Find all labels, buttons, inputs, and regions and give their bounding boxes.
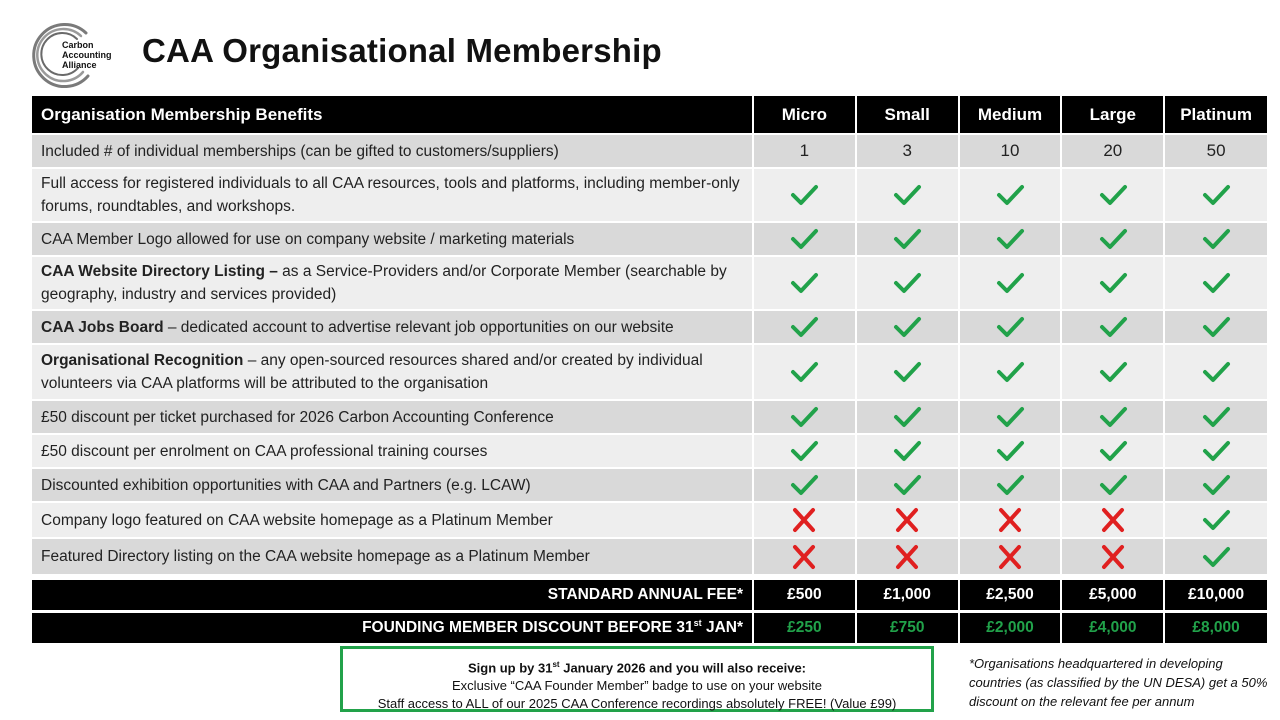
- membership-count-value: 20: [1103, 141, 1123, 160]
- benefit-row: [32, 222, 1267, 256]
- check-icon: [856, 256, 959, 310]
- benefit-label: [32, 168, 753, 222]
- founding-fee-platinum: £8,000: [1164, 613, 1267, 643]
- benefit-label: [32, 310, 753, 344]
- membership-count-value: 50: [1206, 141, 1226, 160]
- founding-fee-row: [32, 613, 1267, 643]
- standard-fee-micro: £500: [753, 580, 856, 610]
- check-icon: [1061, 310, 1164, 344]
- check-icon: [1164, 168, 1267, 222]
- benefit-rows: [32, 134, 1267, 574]
- standard-fee-medium: £2,500: [959, 580, 1062, 610]
- check-icon: [856, 434, 959, 468]
- benefit-label-text: as a Service-Providers and/or Corporate Member (searchable by geography, industry and services provided): [41, 263, 727, 303]
- check-icon: [1164, 256, 1267, 310]
- benefit-row: [32, 400, 1267, 434]
- membership-count-small: [856, 134, 959, 168]
- benefit-label-text: – any open-sourced resources shared and/or created by individual volunteers via CAA platforms will be attributed to the organisation: [41, 352, 703, 392]
- membership-count-platinum: [1164, 134, 1267, 168]
- check-icon: [959, 344, 1062, 400]
- logo-line-3: Alliance: [62, 60, 97, 70]
- benefit-label-text: Featured Directory listing on the CAA website homepage as a Platinum Member: [41, 548, 590, 565]
- cross-icon: [1061, 502, 1164, 538]
- benefit-label: [32, 256, 753, 310]
- standard-fee-row: [32, 580, 1267, 610]
- check-icon: [1061, 434, 1164, 468]
- check-icon: [1061, 468, 1164, 502]
- benefit-row: [32, 134, 1267, 168]
- check-icon: [1164, 310, 1267, 344]
- check-icon: [856, 400, 959, 434]
- caa-logo: [28, 20, 116, 88]
- check-icon: [1061, 344, 1164, 400]
- header-benefits: Organisation Membership Benefits: [32, 96, 753, 134]
- cross-icon: [1061, 538, 1164, 574]
- check-icon: [959, 168, 1062, 222]
- benefit-label-text: Discounted exhibition opportunities with CAA and Partners (e.g. LCAW): [41, 476, 531, 494]
- founding-fee-label: FOUNDING MEMBER DISCOUNT BEFORE 31st JAN*: [32, 613, 753, 643]
- check-icon: [959, 310, 1062, 344]
- membership-count-value: 1: [799, 141, 810, 160]
- cross-icon: [753, 502, 856, 538]
- benefit-row: [32, 310, 1267, 344]
- benefit-label-bold: Organisational Recognition: [41, 352, 244, 369]
- founding-fee-medium: £2,000: [959, 613, 1062, 643]
- benefit-row: [32, 256, 1267, 310]
- check-icon: [753, 222, 856, 256]
- benefit-label: [32, 344, 753, 400]
- check-icon: [1164, 400, 1267, 434]
- promo-heading: Sign up by 31st January 2026 and you will also receive:: [467, 660, 807, 676]
- membership-count-value: 3: [902, 141, 912, 160]
- check-icon: [753, 168, 856, 222]
- benefit-label-text: CAA Member Logo allowed for use on company website / marketing materials: [41, 230, 575, 248]
- promo-line-1: Exclusive “CAA Founder Member” badge to use on your website: [452, 678, 822, 694]
- check-icon: [1164, 502, 1267, 538]
- standard-fee-small: £1,000: [856, 580, 959, 610]
- membership-count-micro: [753, 134, 856, 168]
- benefit-label-text: – dedicated account to advertise relevant job opportunities on our website: [163, 318, 674, 336]
- benefit-label-text: Included # of individual memberships (can be gifted to customers/suppliers): [41, 142, 559, 160]
- benefit-row: [32, 344, 1267, 400]
- founding-fee-small: £750: [856, 613, 959, 643]
- benefit-label-text: £50 discount per enrolment on CAA professional training courses: [41, 442, 488, 460]
- check-icon: [856, 222, 959, 256]
- check-icon: [753, 400, 856, 434]
- check-icon: [753, 344, 856, 400]
- cross-icon: [959, 502, 1062, 538]
- check-icon: [753, 468, 856, 502]
- benefit-row: [32, 502, 1267, 538]
- header-small: Small: [856, 96, 959, 134]
- check-icon: [753, 310, 856, 344]
- benefit-label: [32, 538, 753, 574]
- page-title: CAA Organisational Membership: [142, 32, 662, 69]
- header-large: Large: [1061, 96, 1164, 134]
- membership-count-value: 10: [1000, 141, 1020, 160]
- header-micro: Micro: [753, 96, 856, 134]
- check-icon: [1164, 344, 1267, 400]
- benefit-label: [32, 502, 753, 538]
- standard-fee-platinum: £10,000: [1164, 580, 1267, 610]
- check-icon: [753, 434, 856, 468]
- benefit-label: [32, 400, 753, 434]
- founding-fee-micro: £250: [753, 613, 856, 643]
- membership-count-large: [1061, 134, 1164, 168]
- check-icon: [1061, 168, 1164, 222]
- check-icon: [1061, 222, 1164, 256]
- benefit-row: [32, 538, 1267, 574]
- check-icon: [959, 256, 1062, 310]
- benefit-label: [32, 134, 753, 168]
- benefits-table: [32, 96, 1267, 574]
- developing-countries-footnote: *Organisations headquartered in developing countries (as classified by the UN DESA) get a 50% discount on the relevant fee per annum: [969, 656, 1268, 709]
- founding-fee-large: £4,000: [1061, 613, 1164, 643]
- check-icon: [1061, 400, 1164, 434]
- benefit-label-bold: CAA Jobs Board: [41, 318, 164, 336]
- benefit-label-text: Company logo featured on CAA website homepage as a Platinum Member: [41, 511, 553, 529]
- promo-line-2: Staff access to ALL of our 2025 CAA Conference recordings absolutely FREE! (Value £99): [377, 696, 897, 712]
- cross-icon: [856, 502, 959, 538]
- check-icon: [856, 344, 959, 400]
- header-medium: Medium: [959, 96, 1062, 134]
- check-icon: [959, 400, 1062, 434]
- check-icon: [1164, 538, 1267, 574]
- check-icon: [1164, 434, 1267, 468]
- cross-icon: [959, 538, 1062, 574]
- benefit-label: [32, 468, 753, 502]
- header-platinum: Platinum: [1164, 96, 1267, 134]
- benefit-label-bold: CAA Website Directory Listing –: [41, 263, 278, 280]
- header-row: [32, 96, 1267, 134]
- standard-fee-label: STANDARD ANNUAL FEE*: [32, 580, 753, 610]
- check-icon: [856, 168, 959, 222]
- check-icon: [856, 310, 959, 344]
- standard-fee-large: £5,000: [1061, 580, 1164, 610]
- benefit-label: [32, 222, 753, 256]
- check-icon: [959, 434, 1062, 468]
- check-icon: [959, 468, 1062, 502]
- membership-count-medium: [959, 134, 1062, 168]
- logo-line-1: Carbon: [62, 40, 94, 50]
- benefit-label-text: £50 discount per ticket purchased for 2026 Carbon Accounting Conference: [41, 408, 554, 426]
- cross-icon: [753, 538, 856, 574]
- check-icon: [1061, 256, 1164, 310]
- check-icon: [753, 256, 856, 310]
- cross-icon: [856, 538, 959, 574]
- logo-line-2: Accounting: [62, 50, 112, 60]
- benefit-row: [32, 434, 1267, 468]
- benefit-row: [32, 168, 1267, 222]
- benefit-label: [32, 434, 753, 468]
- check-icon: [1164, 222, 1267, 256]
- founder-promo-box: [340, 646, 934, 712]
- benefit-row: [32, 468, 1267, 502]
- check-icon: [1164, 468, 1267, 502]
- benefit-label-text: Full access for registered individuals to all CAA resources, tools and platforms, including member-only forums, roundtables, and workshops.: [41, 175, 740, 215]
- check-icon: [856, 468, 959, 502]
- check-icon: [959, 222, 1062, 256]
- logo-text: [62, 40, 112, 70]
